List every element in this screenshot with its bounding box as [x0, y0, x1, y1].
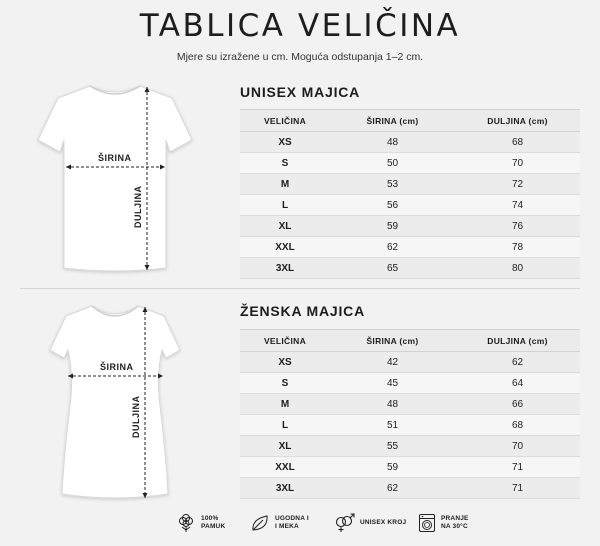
unisex-size-table — [240, 109, 580, 279]
size-cell: S — [240, 153, 330, 174]
table-header-row — [240, 330, 580, 352]
column-header: ŠIRINA (cm) — [330, 110, 455, 132]
unisex-shirt-illustration — [20, 78, 210, 278]
table-row — [240, 195, 580, 216]
feature-washing — [418, 513, 469, 533]
size-cell: M — [240, 394, 330, 415]
width-cell: 51 — [330, 415, 455, 436]
table-row — [240, 373, 580, 394]
page-title: TABLICA VELIČINA — [139, 8, 461, 44]
table-row — [240, 153, 580, 174]
feature-line2: I MEKA — [275, 523, 299, 530]
size-cell: M — [240, 174, 330, 195]
column-header: ŠIRINA (cm) — [330, 330, 455, 352]
feature-unisex — [333, 513, 406, 533]
women-width-label: ŠIRINA — [100, 362, 134, 372]
width-cell: 42 — [330, 352, 455, 373]
width-cell: 45 — [330, 373, 455, 394]
column-header: VELIČINA — [240, 110, 330, 132]
length-cell: 76 — [455, 216, 580, 237]
length-cell: 64 — [455, 373, 580, 394]
column-header: DULJINA (cm) — [455, 330, 580, 352]
feature-line1: 100% — [201, 515, 219, 522]
length-cell: 68 — [455, 415, 580, 436]
feature-soft — [250, 513, 309, 533]
length-cell: 70 — [455, 153, 580, 174]
table-row — [240, 457, 580, 478]
column-header: VELIČINA — [240, 330, 330, 352]
table-row — [240, 394, 580, 415]
width-cell: 55 — [330, 436, 455, 457]
unisex-width-label: ŠIRINA — [98, 153, 132, 163]
width-cell: 59 — [330, 216, 455, 237]
size-cell: 3XL — [240, 478, 330, 499]
table-header-row — [240, 110, 580, 132]
length-cell: 74 — [455, 195, 580, 216]
width-cell: 48 — [330, 394, 455, 415]
feature-line2: NA 30°C — [441, 523, 468, 530]
length-cell: 71 — [455, 457, 580, 478]
unisex-shirt-shape — [38, 86, 192, 271]
width-cell: 59 — [330, 457, 455, 478]
feature-line2: PAMUK — [201, 523, 226, 530]
size-cell: XXL — [240, 457, 330, 478]
size-cell: 3XL — [240, 258, 330, 279]
width-cell: 65 — [330, 258, 455, 279]
feature-line1: UNISEX KROJ — [360, 519, 407, 526]
size-cell: XXL — [240, 237, 330, 258]
length-cell: 66 — [455, 394, 580, 415]
unisex-length-label: DULJINA — [133, 185, 143, 228]
size-cell: L — [240, 195, 330, 216]
page-subtitle: Mjere su izražene u cm. Moguća odstupanja 1–2 cm. — [176, 51, 424, 63]
table-row — [240, 237, 580, 258]
width-cell: 62 — [330, 237, 455, 258]
width-cell: 48 — [330, 132, 455, 153]
women-heading: ŽENSKA MAJICA — [240, 303, 365, 319]
women-length-label: DULJINA — [131, 395, 141, 438]
table-row — [240, 436, 580, 457]
width-cell: 50 — [330, 153, 455, 174]
size-cell: XS — [240, 132, 330, 153]
cotton-icon — [176, 513, 196, 533]
table-row — [240, 415, 580, 436]
length-cell: 72 — [455, 174, 580, 195]
length-cell: 68 — [455, 132, 580, 153]
table-row — [240, 174, 580, 195]
size-cell: XL — [240, 436, 330, 457]
gender-icon — [333, 513, 355, 533]
size-cell: L — [240, 415, 330, 436]
length-cell: 78 — [455, 237, 580, 258]
table-row — [240, 258, 580, 279]
section-divider — [20, 288, 580, 289]
unisex-heading: UNISEX MAJICA — [240, 84, 361, 100]
table-row — [240, 216, 580, 237]
women-shirt-shape — [50, 306, 180, 498]
feature-line1: PRANJE — [441, 515, 469, 522]
width-cell: 62 — [330, 478, 455, 499]
table-row — [240, 478, 580, 499]
women-size-table — [240, 329, 580, 499]
size-cell: XS — [240, 352, 330, 373]
size-cell: XL — [240, 216, 330, 237]
table-row — [240, 352, 580, 373]
length-cell: 62 — [455, 352, 580, 373]
length-cell: 71 — [455, 478, 580, 499]
column-header: DULJINA (cm) — [455, 110, 580, 132]
washing-machine-icon — [418, 513, 436, 533]
length-cell: 70 — [455, 436, 580, 457]
leaf-icon — [250, 513, 270, 533]
feature-cotton — [176, 513, 225, 533]
women-shirt-illustration — [20, 296, 210, 506]
width-cell: 56 — [330, 195, 455, 216]
feature-line1: UGODNA I — [275, 515, 309, 522]
width-cell: 53 — [330, 174, 455, 195]
length-cell: 80 — [455, 258, 580, 279]
size-cell: S — [240, 373, 330, 394]
table-row — [240, 132, 580, 153]
